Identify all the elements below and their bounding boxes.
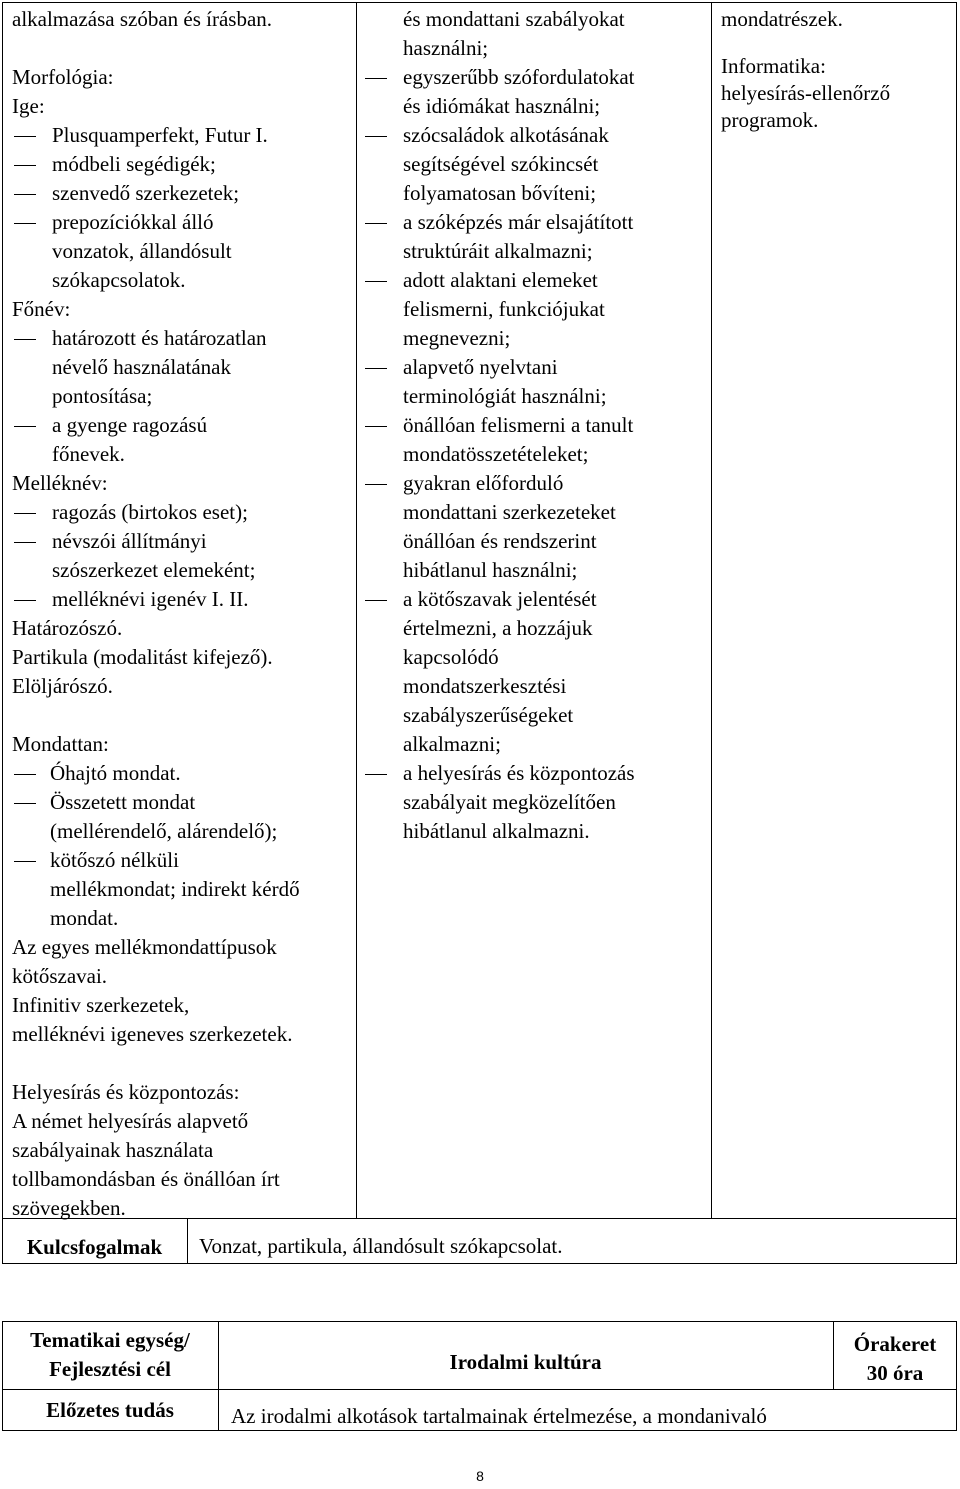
- list-item: Plusquamperfekt, Futur I.: [12, 121, 352, 150]
- mondatreszek-text: mondatrészek.: [721, 7, 843, 31]
- mondattan-line: melléknévi igeneves szerkezetek.: [12, 1022, 293, 1046]
- tematikai-row-divider: [2, 1389, 957, 1390]
- list-item: szócsaládok alkotásának segítségével szókincsét folyamatosan bővíteni;: [363, 121, 708, 208]
- tematikai-title: Irodalmi kultúra: [449, 1349, 602, 1374]
- list-item: egyszerűbb szófordulatokat és idiómákat használni;: [363, 63, 708, 121]
- list-item: alapvető nyelvtani terminológiát használni;: [363, 353, 708, 411]
- mondattan-line: kötőszavai.: [12, 964, 108, 988]
- elozetes-label: Előzetes tudás: [46, 1397, 174, 1422]
- list-item: módbeli segédigék;: [12, 150, 352, 179]
- list-item: Összetett mondat (mellérendelő, alárendelő);: [12, 788, 352, 846]
- orakeret: [833, 1330, 957, 1388]
- mondattan-heading: Mondattan:: [12, 732, 109, 756]
- orakeret-value: 30 óra: [866, 1361, 924, 1385]
- helyesiras-line: tollbamondásban és önállóan írt: [12, 1167, 280, 1191]
- fonev-heading: Főnév:: [12, 297, 71, 321]
- list-item: prepozíciókkal álló vonzatok, állandósult szókapcsolatok.: [12, 208, 352, 295]
- list-item: adott alaktani elemeket felismerni, funkciójukat megnevezni;: [363, 266, 708, 353]
- intro-line: és mondattani szabályokat: [403, 7, 625, 31]
- kulcsfogalmak-divider: [187, 1218, 188, 1264]
- helyesiras-line: szövegekben.: [12, 1196, 126, 1220]
- orakeret-label: Órakeret: [853, 1332, 937, 1356]
- list-item: a kötőszavak jelentését értelmezni, a hozzájuk kapcsolódó mondatszerkesztési szabályszerűségeket alkalmazni;: [363, 585, 708, 759]
- list-item: kötőszó nélküli mellékmondat; indirekt kérdő mondat.: [12, 846, 352, 933]
- intro-line: használni;: [403, 36, 489, 60]
- intro-text: alkalmazása szóban és írásban.: [12, 7, 273, 31]
- column-content: [363, 5, 708, 846]
- ige-heading: Ige:: [12, 94, 45, 118]
- list-item: a szóképzés már elsajátított struktúráit alkalmazni;: [363, 208, 708, 266]
- list-item: határozott és határozatlan névelő használatának pontosítása;: [12, 324, 352, 411]
- list-item: önállóan felismerni a tanult mondatösszetételeket;: [363, 411, 708, 469]
- list-item: szenvedő szerkezetek;: [12, 179, 352, 208]
- list-item: Óhajtó mondat.: [12, 759, 352, 788]
- morfologia-heading: Morfológia:: [12, 65, 114, 89]
- page-number: 8: [476, 1468, 484, 1484]
- list-item: gyakran előforduló mondattani szerkezeteket önállóan és rendszerint hibátlanul használni;: [363, 469, 708, 585]
- kulcsfogalmak-value: Vonzat, partikula, állandósult szókapcsolat.: [199, 1234, 563, 1258]
- kulcsfogalmak-label: Kulcsfogalmak: [26, 1234, 163, 1259]
- melleknev-heading: Melléknév:: [12, 471, 108, 495]
- list-item: ragozás (birtokos eset);: [12, 498, 352, 527]
- list-item: melléknévi igenév I. II.: [12, 585, 352, 614]
- informatika-label: Informatika:: [721, 54, 826, 78]
- informatika-text: helyesírás-ellenőrző: [721, 81, 891, 105]
- column-divider-1: [356, 2, 357, 1218]
- helyesiras-line: szabályainak használata: [12, 1138, 214, 1162]
- informatika-text: programok.: [721, 108, 819, 132]
- list-item: a helyesírás és központozás szabályait megközelítően hibátlanul alkalmazni.: [363, 759, 708, 846]
- hatarozoszo-text: Határozószó.: [12, 616, 123, 640]
- tematikai-label: Tematikai egység/ Fejlesztési cél: [30, 1328, 190, 1381]
- elozetes-value: Az irodalmi alkotások tartalmainak értelmezése, a mondanivaló: [231, 1404, 767, 1428]
- partikula-text: Partikula (modalitást kifejező).: [12, 645, 273, 669]
- mondattan-line: Az egyes mellékmondattípusok: [12, 935, 277, 959]
- list-item: a gyenge ragozású főnevek.: [12, 411, 352, 469]
- list-item: névszói állítmányi szószerkezet elemeként;: [12, 527, 352, 585]
- mondattan-line: Infinitiv szerkezetek,: [12, 993, 190, 1017]
- column-divider-2: [711, 2, 712, 1218]
- column-content: [12, 5, 352, 1223]
- helyesiras-line: A német helyesírás alapvető: [12, 1109, 249, 1133]
- column-content: [721, 5, 953, 135]
- helyesiras-heading: Helyesírás és központozás:: [12, 1080, 240, 1104]
- eloljaroszo-text: Elöljárószó.: [12, 674, 113, 698]
